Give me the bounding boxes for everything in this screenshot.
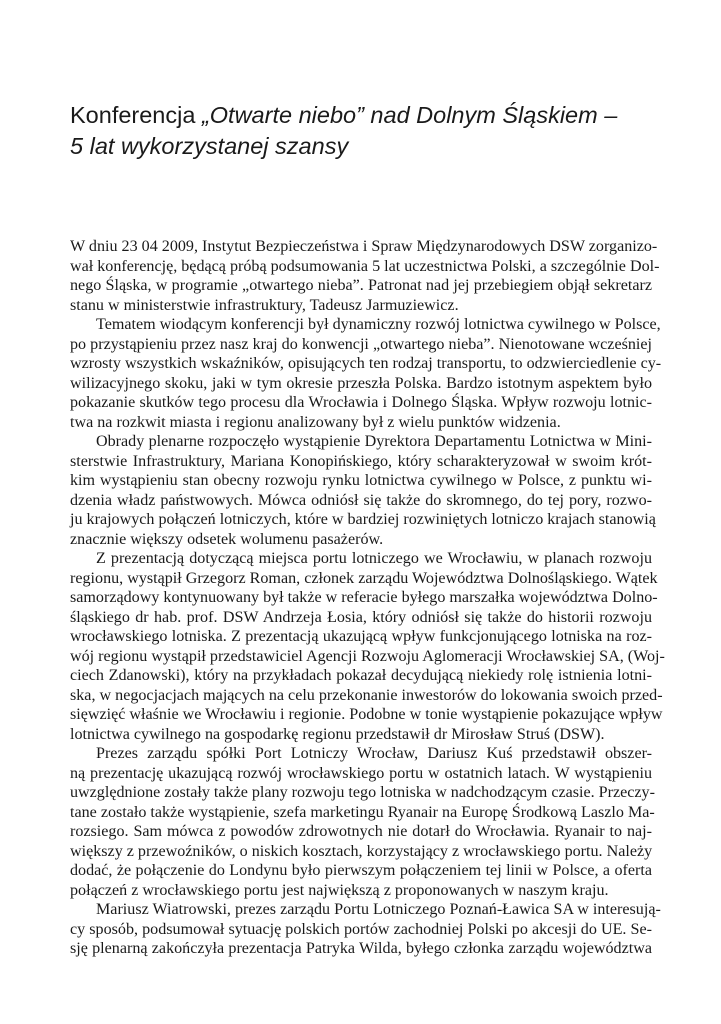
title-italic: „Otwarte niebo” nad Dolnym Śląskiem – xyxy=(201,102,618,128)
text-line: większy z przewoźników, o niskich kosztach, korzystający z wrocławskiego portu. Należy xyxy=(70,842,653,860)
text-line: wilizacyjnego skoku, jaki w tym okresie przeszła Polska. Bardzo istotnym aspektem było xyxy=(70,374,652,392)
text-line: Z prezentacją dotyczącą miejsca portu lotniczego we Wrocławiu, w planach rozwoju xyxy=(96,550,652,567)
paragraph xyxy=(70,744,655,900)
article-body xyxy=(70,237,665,959)
text-line: ska, w negocjacjach mających na celu przekonanie inwestorów do lokowania swoich przed- xyxy=(70,686,663,704)
text-line: W dniu 23 04 2009, Instytut Bezpieczeństwa i Spraw Międzynarodowych DSW zorganizo- xyxy=(70,238,658,255)
text-line: twa na rozkwit miasta i regionu analizowany był z wielu punktów widzenia. xyxy=(70,413,561,431)
text-line: po przystąpieniu przez nasz kraj do konwencji „otwartego nieba”. Nienotowane wcześniej xyxy=(70,335,652,353)
text-line: wał konferencję, będącą próbą podsumowania 5 lat uczestnictwa Polski, a szczególnie Dol- xyxy=(70,257,660,275)
paragraph xyxy=(70,315,662,432)
text-line: uwzględnione zostały także plany rozwoju tego lotniska w nadchodzącym czasie. Przeczy- xyxy=(70,784,655,801)
text-line: cy sposób, podsumował sytuację polskich portów zachodniej Polski po akcesji do UE. Se- xyxy=(70,920,652,938)
text-line: śląskiego dr hab. prof. DSW Andrzeja Łosia, który odniósł się także do historii rozwoju xyxy=(70,608,652,626)
text-line: ną prezentację ukazującą rozwój wrocławskiego portu w ostatnich latach. W wystąpieniu xyxy=(70,764,652,782)
text-line: wój regionu wystąpił przedstawiciel Agencji Rozwoju Aglomeracji Wrocławskiej SA, (Woj- xyxy=(70,647,665,665)
title-regular: Konferencja xyxy=(70,102,202,128)
article-title xyxy=(70,100,617,162)
title-line-1 xyxy=(70,100,617,131)
text-line: kim wystąpieniu stan obecny rozwoju rynku lotnictwa cywilnego w Polsce, z punktu wi- xyxy=(70,472,652,489)
text-line: lotnictwa cywilnego na gospodarkę regionu przedstawił dr Mirosław Struś (DSW). xyxy=(70,725,605,743)
paragraph xyxy=(70,900,661,959)
text-line: Tematem wiodącym konferencji był dynamiczny rozwój lotnictwa cywilnego w Polsce, xyxy=(96,316,661,333)
text-line: nego Śląska, w programie „otwartego nieba”. Patronat nad jej przebiegiem objął sekretarz xyxy=(70,277,652,294)
text-line: Prezes zarządu spółki Port Lotniczy Wrocław, Dariusz Kuś przedstawił obszer- xyxy=(96,745,652,762)
text-line: ju krajowych połączeń lotniczych, które w bardziej rozwiniętych lotniczo krajach stanowią xyxy=(70,511,656,528)
text-line: sję plenarną zakończyła prezentacja Patryka Wilda, byłego członka zarządu województwa xyxy=(70,940,652,957)
text-line: wrocławskiego lotniska. Z prezentacją ukazującą wpływ funkcjonującego lotniska na roz- xyxy=(70,628,652,645)
text-line: ciech Zdanowski), który na przykładach pokazał decydującą niekiedy rolę istnienia lotni- xyxy=(70,667,652,684)
text-line: regionu, wystąpił Grzegorz Roman, członek zarządu Województwa Dolnośląskiego. Wątek xyxy=(70,569,658,587)
text-line: samorządowy kontynuowany był także w referacie byłego marszałka województwa Dolno- xyxy=(70,589,658,606)
text-line: znacznie większy odsetek wolumenu pasażerów. xyxy=(70,530,384,548)
text-line: tane zostało także wystąpienie, szefa marketingu Ryanair na Europę Środkową Laszlo Ma- xyxy=(70,803,655,821)
paragraph xyxy=(70,237,660,315)
title-italic-2: 5 lat wykorzystanej szansy xyxy=(70,133,349,159)
text-line: wzrosty wszystkich wskaźników, opisujących ten rodzaj transportu, to odzwierciedlenie cy- xyxy=(70,355,662,372)
title-line-2 xyxy=(70,131,617,162)
text-line: stanu w ministerstwie infrastruktury, Tadeusz Jarmuziewicz. xyxy=(70,296,459,314)
paragraph xyxy=(70,432,656,549)
text-line: rozsiego. Sam mówca z powodów zdrowotnych nie dotarł do Wrocławia. Ryanair to naj- xyxy=(70,823,652,840)
text-line: Obrady plenarne rozpoczęło wystąpienie Dyrektora Departamentu Lotnictwa w Mini- xyxy=(96,433,652,450)
text-line: Mariusz Wiatrowski, prezes zarządu Portu Lotniczego Poznań-Ławica SA w interesują- xyxy=(96,901,661,918)
text-line: pokazanie skutków tego procesu dla Wrocławia i Dolnego Śląska. Wpływ rozwoju lotnic- xyxy=(70,394,652,411)
text-line: sterstwie Infrastruktury, Mariana Konopińskiego, który scharakteryzował w swoim krót- xyxy=(70,452,652,470)
text-line: dodać, że połączenie do Londynu było pierwszym połączeniem tej linii w Polsce, a oferta xyxy=(70,862,652,879)
text-line: sięwzięć właśnie we Wrocławiu i regionie. Podobne w tonie wystąpienie pokazujące wpływ xyxy=(70,706,663,723)
text-line: połączeń z wrocławskiego portu jest największą z proponowanych w naszym kraju. xyxy=(70,881,609,899)
paragraph xyxy=(70,549,665,744)
text-line: dzenia władz państwowych. Mówca odniósł się także do skromnego, do tej pory, rozwo- xyxy=(70,491,652,509)
